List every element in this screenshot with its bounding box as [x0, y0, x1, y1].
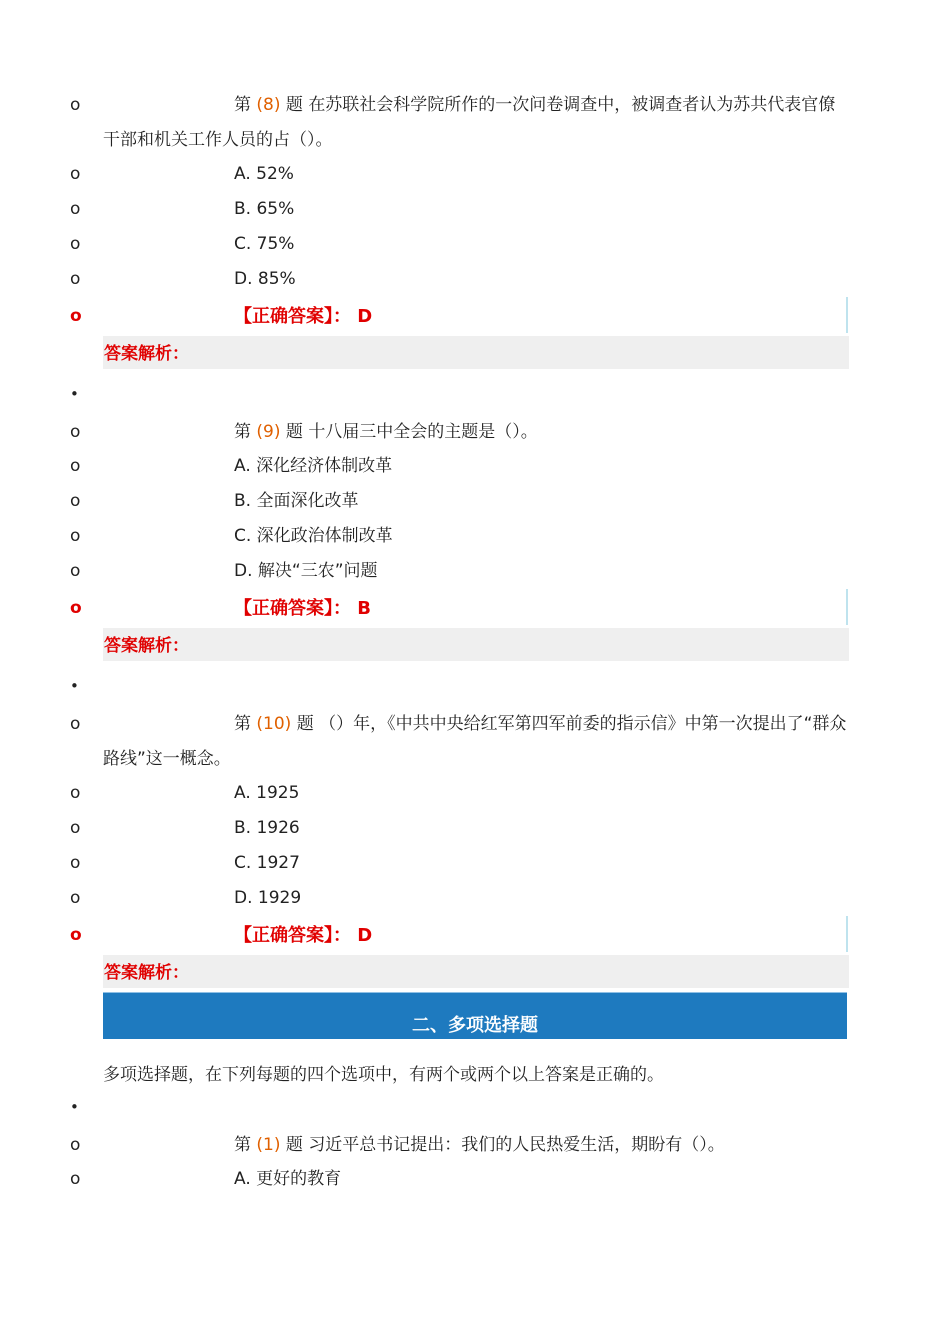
question-prefix: 第: [234, 1135, 251, 1155]
option-row: [0, 192, 950, 227]
list-bullet: o: [70, 818, 81, 838]
divider: [846, 297, 848, 333]
option-row: [0, 846, 950, 881]
list-bullet: o: [70, 1135, 81, 1155]
question-number: (1): [256, 1135, 281, 1155]
option-row: [0, 811, 950, 846]
option-a: A. 1925: [234, 783, 300, 803]
list-bullet: o: [70, 164, 81, 184]
list-bullet: o: [70, 95, 81, 115]
question-number: (9): [256, 422, 281, 442]
question-row: [0, 88, 950, 123]
correct-answer: 【正确答案】： D: [234, 925, 373, 946]
option-d: D. 解决“三农”问题: [234, 561, 378, 581]
list-bullet: o: [70, 306, 82, 326]
question-continuation-row: [0, 742, 950, 777]
divider: [846, 589, 848, 625]
option-row: [0, 227, 950, 262]
option-d: D. 85%: [234, 269, 296, 289]
option-row: [0, 262, 950, 297]
list-bullet: o: [70, 561, 81, 581]
list-bullet: o: [70, 925, 82, 945]
divider: [846, 916, 848, 952]
question-mid: 题: [285, 95, 303, 115]
question-prefix: 第: [234, 422, 251, 442]
correct-answer: 【正确答案】： B: [234, 598, 371, 619]
option-a: A. 更好的教育: [234, 1169, 342, 1189]
option-row: [0, 881, 950, 916]
option-row: [0, 449, 950, 484]
question-stem: [234, 88, 835, 123]
list-bullet-dot: •: [70, 677, 79, 695]
option-b: B. 65%: [234, 199, 295, 219]
analysis-label: 答案解析：: [104, 344, 189, 364]
option-b: B. 全面深化改革: [234, 491, 359, 511]
option-row: [0, 157, 950, 192]
option-row: [0, 519, 950, 554]
question-text-continued: 路线”这一概念。: [103, 749, 231, 769]
option-d: D. 1929: [234, 888, 302, 908]
list-bullet: o: [70, 456, 81, 476]
list-bullet: o: [70, 853, 81, 873]
question-number: (8): [256, 95, 281, 115]
option-row: [0, 484, 950, 519]
option-a: A. 52%: [234, 164, 294, 184]
correct-answer: 【正确答案】： D: [234, 306, 373, 327]
list-bullet: o: [70, 491, 81, 511]
list-bullet: o: [70, 714, 81, 734]
answer-row: [0, 918, 950, 953]
list-bullet: o: [70, 888, 81, 908]
section-banner: [103, 992, 847, 1039]
option-row: [0, 554, 950, 589]
question-mid: 题: [285, 1135, 303, 1155]
question-row: [0, 1128, 950, 1163]
list-bullet-dot: •: [70, 385, 79, 403]
analysis-box: [103, 336, 849, 369]
option-c: C. 1927: [234, 853, 300, 873]
question-prefix: 第: [234, 714, 251, 734]
question-continuation-row: [0, 123, 950, 158]
question-text: 在苏联社会科学院所作的一次问卷调查中，被调查者认为苏共代表官僚: [308, 95, 836, 115]
answer-row: [0, 299, 950, 334]
question-text-continued: 干部和机关工作人员的占（）。: [103, 130, 333, 150]
list-bullet: o: [70, 422, 81, 442]
question-stem: [234, 1128, 725, 1163]
question-text: 十八届三中全会的主题是（）。: [308, 422, 538, 442]
question-text: 习近平总书记提出：我们的人民热爱生活，期盼有（）。: [308, 1135, 725, 1155]
section-intro: 多项选择题，在下列每题的四个选项中，有两个或两个以上答案是正确的。: [103, 1065, 664, 1085]
analysis-label: 答案解析：: [104, 963, 189, 983]
question-number: (10): [256, 714, 292, 734]
analysis-box: [103, 955, 849, 988]
list-bullet: o: [70, 783, 81, 803]
list-bullet: o: [70, 199, 81, 219]
question-stem: [234, 415, 538, 450]
list-bullet: o: [70, 234, 81, 254]
analysis-label: 答案解析：: [104, 636, 189, 656]
option-b: B. 1926: [234, 818, 300, 838]
option-row: [0, 1162, 950, 1197]
list-bullet: o: [70, 1169, 81, 1189]
list-bullet: o: [70, 269, 81, 289]
answer-row: [0, 591, 950, 626]
question-stem: [234, 707, 846, 742]
section-title: 二、多项选择题: [412, 1015, 538, 1036]
list-bullet: o: [70, 598, 82, 618]
option-row: [0, 776, 950, 811]
question-prefix: 第: [234, 95, 251, 115]
list-bullet-dot: •: [70, 1098, 79, 1116]
question-mid: 题: [296, 714, 314, 734]
question-mid: 题: [285, 422, 303, 442]
list-bullet: o: [70, 526, 81, 546]
question-text: （）年，《中共中央给红军第四军前委的指示信》中第一次提出了“群众: [319, 714, 847, 734]
option-c: C. 深化政治体制改革: [234, 526, 393, 546]
option-c: C. 75%: [234, 234, 295, 254]
analysis-box: [103, 628, 849, 661]
question-row: [0, 415, 950, 450]
question-row: [0, 707, 950, 742]
option-a: A. 深化经济体制改革: [234, 456, 393, 476]
